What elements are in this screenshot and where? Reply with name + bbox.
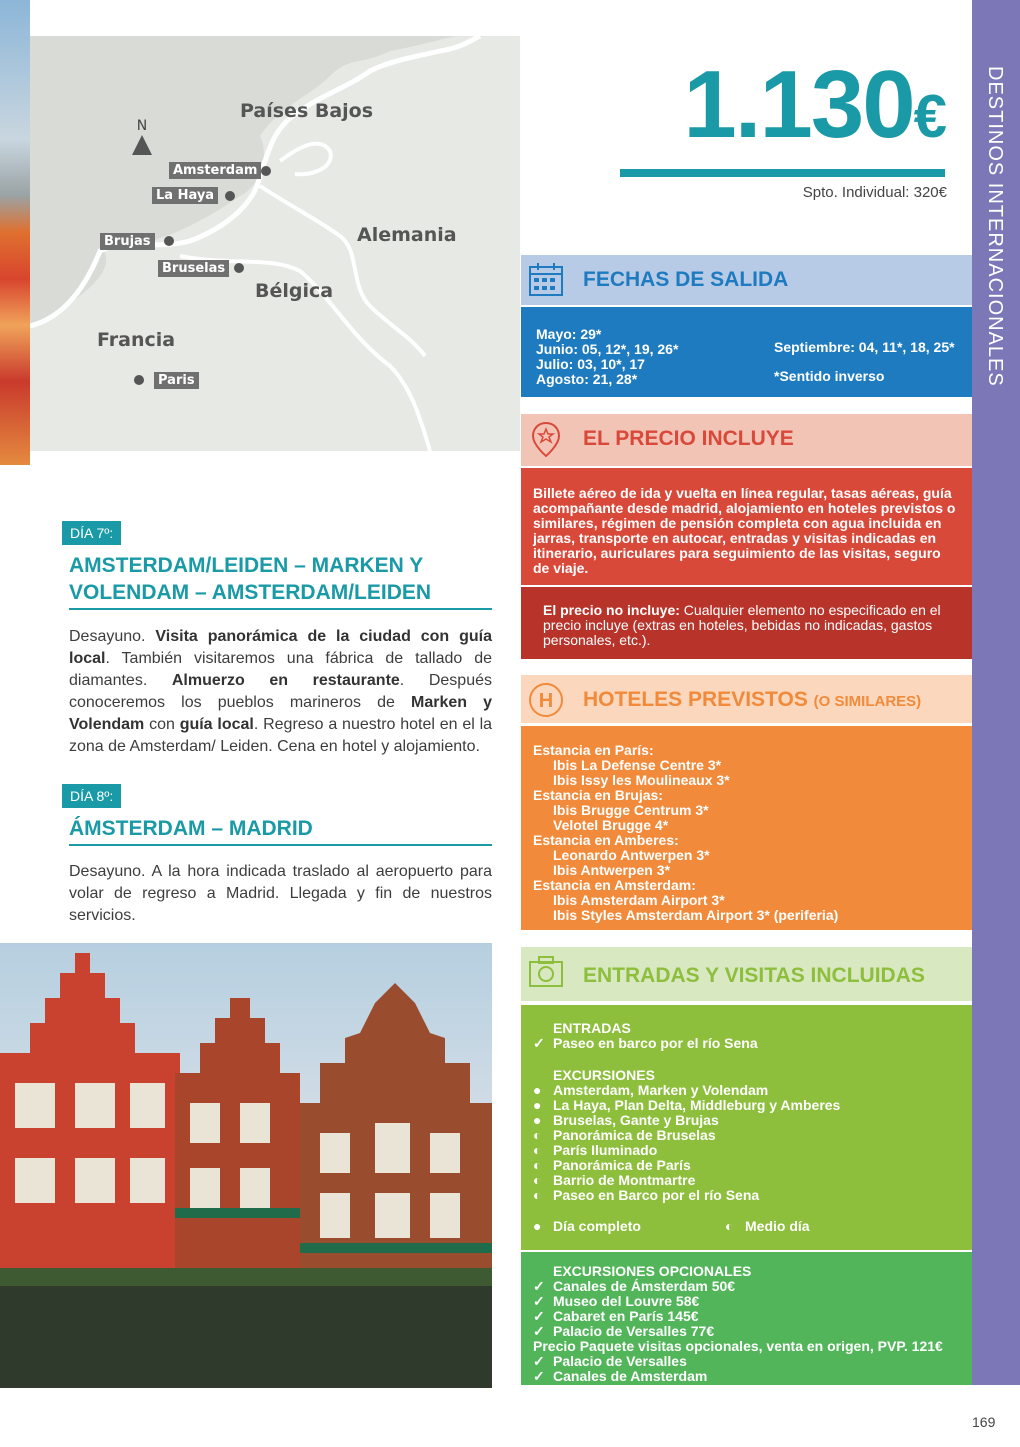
check-icon: ✓	[533, 1353, 545, 1369]
location-star-icon	[527, 420, 565, 458]
label-paises-bajos: Países Bajos	[240, 100, 374, 122]
price	[620, 51, 947, 167]
fechas-right	[774, 333, 955, 391]
no-incluye-label: El precio no incluye:	[543, 602, 680, 618]
excursion-item: ◐ Barrio de Montmartre	[533, 1172, 696, 1188]
camera-icon	[527, 953, 565, 991]
stay-brujas: Estancia en Brujas:	[533, 787, 663, 803]
city-paris: Paris	[154, 372, 199, 389]
fecha-septiembre: Septiembre: 04, 11*, 18, 25*	[774, 339, 955, 355]
hotel-item: Ibis Antwerpen 3*	[553, 862, 670, 878]
full-day-icon: ●	[533, 1218, 542, 1234]
fechas-title: FECHAS DE SALIDA	[583, 268, 789, 291]
tulip-photo-edge	[0, 0, 30, 465]
legend-half: ◐ Medio día	[725, 1218, 810, 1234]
city-dot-brujas	[164, 236, 174, 246]
fecha-mayo: Mayo: 29*	[536, 326, 602, 342]
hotel-item: Ibis Issy les Moulineaux 3*	[553, 772, 730, 788]
fecha-julio: Julio: 03, 10*, 17	[536, 356, 645, 372]
svg-text:H: H	[538, 690, 554, 712]
hoteles-title-sub: (O SIMILARES)	[813, 693, 922, 710]
half-day-icon: ◐	[533, 1127, 542, 1143]
opcional-item: ✓ Cabaret en París 145€	[533, 1308, 699, 1324]
incluye-header	[521, 414, 972, 466]
check-icon: ✓	[533, 1323, 545, 1339]
route-map	[30, 36, 520, 451]
day8-title: ÁMSTERDAM – MADRID	[69, 815, 492, 846]
full-day-icon: ●	[533, 1112, 542, 1128]
half-day-icon: ◐	[533, 1172, 542, 1188]
day7-tag: DÍA 7º:	[62, 521, 121, 545]
stay-amsterdam: Estancia en Amsterdam:	[533, 877, 696, 893]
sidebar-label-wrap	[972, 0, 1020, 1385]
incluye-title: EL PRECIO INCLUYE	[583, 427, 794, 450]
half-day-icon: ◐	[533, 1157, 542, 1173]
fechas-header	[521, 255, 972, 305]
package-item: ✓ Canales de Amsterdam	[533, 1368, 708, 1384]
half-day-icon: ◐	[533, 1187, 542, 1203]
excursion-item: ● La Haya, Plan Delta, Middleburg y Amberes	[533, 1097, 841, 1113]
stay-paris: Estancia en París:	[533, 742, 654, 758]
entrada-item: ✓ Paseo en barco por el río Sena	[533, 1035, 758, 1051]
entradas-header	[521, 947, 972, 1001]
hotel-item: Leonardo Antwerpen 3*	[553, 847, 710, 863]
city-amsterdam: Amsterdam	[169, 162, 261, 179]
check-icon: ✓	[533, 1308, 545, 1324]
fechas-box	[521, 307, 972, 397]
legend	[533, 1219, 960, 1234]
check-icon: ✓	[533, 1035, 545, 1051]
hotel-item: Velotel Brugge 4*	[553, 817, 669, 833]
hotel-item: Ibis La Defense Centre 3*	[553, 757, 722, 773]
label-francia: Francia	[97, 329, 176, 351]
hotel-item: Ibis Amsterdam Airport 3*	[553, 892, 725, 908]
city-dot-la-haya	[225, 191, 235, 201]
opcional-item: ✓ Canales de Ámsterdam 50€	[533, 1278, 736, 1294]
opcionales-box	[521, 1252, 972, 1385]
excursion-item: ◐ París Iluminado	[533, 1142, 658, 1158]
price-amount: 1.130	[683, 51, 914, 158]
city-dot-amsterdam	[261, 166, 271, 176]
check-icon: ✓	[533, 1368, 545, 1384]
city-bruselas: Bruselas	[158, 260, 229, 277]
day8-tag: DÍA 8º:	[62, 784, 121, 808]
single-supplement: Spto. Individual: 320€	[802, 184, 947, 201]
north-letter: N	[136, 118, 148, 134]
opcionales-label: EXCURSIONES OPCIONALES	[553, 1263, 752, 1279]
sidebar-label: DESTINOS INTERNACIONALES	[984, 66, 1006, 387]
legend-full: ● Día completo	[533, 1218, 641, 1234]
entradas-title: ENTRADAS Y VISITAS INCLUIDAS	[583, 964, 925, 987]
hotel-item: Ibis Brugge Centrum 3*	[553, 802, 709, 818]
incluye-box	[521, 468, 972, 585]
package-item: ✓ Palacio de Versalles	[533, 1353, 687, 1369]
price-underline	[620, 169, 945, 177]
fecha-junio: Junio: 05, 12*, 19, 26*	[536, 341, 679, 357]
excursion-item: ● Bruselas, Gante y Brujas	[533, 1112, 719, 1128]
fechas-left	[536, 327, 678, 387]
check-icon: ✓	[533, 1278, 545, 1294]
full-day-icon: ●	[533, 1082, 542, 1098]
excursion-item: ◐ Panorámica de París	[533, 1157, 691, 1173]
opcional-item: ✓ Museo del Louvre 58€	[533, 1293, 700, 1309]
hoteles-title-main: HOTELES PREVISTOS	[583, 688, 808, 711]
excursion-item: ◐ Paseo en Barco por el río Sena	[533, 1187, 760, 1203]
no-incluye-box	[521, 587, 972, 659]
city-la-haya: La Haya	[152, 187, 218, 204]
excursion-item: ◐ Panorámica de Bruselas	[533, 1127, 716, 1143]
north-arrow-icon	[132, 135, 152, 155]
package-price: Precio Paquete visitas opcionales, venta en origen, PVP. 121€	[533, 1338, 943, 1354]
opcional-item: ✓ Palacio de Versalles 77€	[533, 1323, 715, 1339]
day7-text: Desayuno. Visita panorámica de la ciudad con guía local. También visitaremos una fábrica de tallado de diamantes. Almuerzo en restaurante. Después conoceremos los pueblos marineros de Marken y Volendam con guía local. Regreso a nuestro hotel en el la zona de Amsterdam/ Leiden. Cena en hotel y alojamiento.	[69, 628, 493, 755]
page-number: 169	[972, 1414, 996, 1430]
entradas-box	[521, 1005, 972, 1250]
hotel-icon	[527, 681, 565, 719]
excursion-item: ● Amsterdam, Marken y Volendam	[533, 1082, 769, 1098]
label-belgica: Bélgica	[255, 280, 334, 302]
entradas-label: ENTRADAS	[553, 1020, 631, 1036]
bruges-houses-photo	[0, 943, 492, 1388]
hotel-item: Ibis Styles Amsterdam Airport 3* (periferia)	[553, 907, 839, 923]
hoteles-box	[521, 726, 972, 930]
label-alemania: Alemania	[357, 224, 457, 246]
excursiones-label: EXCURSIONES	[553, 1067, 655, 1083]
day8-text: Desayuno. A la hora indicada traslado al aeropuerto para volar de regreso a Madrid. Llegada y fin de nuestros servicios.	[69, 863, 492, 924]
price-currency: €	[913, 83, 947, 150]
fecha-sentido-inverso: *Sentido inverso	[774, 368, 885, 384]
incluye-text: Billete aéreo de ida y vuelta en línea regular, tasas aéreas, guía acompañante desde madrid, alojamiento en hoteles previstos o similares, régimen de pensión completa con agua incluida en jarras, transporte en autocar, entradas y visitas indicadas en itinerario, auriculares para seguimiento de las visitas, seguro de viaje.	[533, 485, 956, 576]
half-day-icon: ◐	[725, 1218, 734, 1234]
no-incluye-text: Cualquier elemento no especificado en el precio incluye (extras en hoteles, bebidas no indicadas, gastos personales, etc.).	[543, 602, 941, 648]
full-day-icon: ●	[533, 1097, 542, 1113]
calendar-icon	[527, 261, 565, 299]
fecha-agosto: Agosto: 21, 28*	[536, 371, 638, 387]
north-indicator	[130, 118, 154, 155]
hoteles-header	[521, 675, 972, 723]
city-dot-paris	[134, 375, 144, 385]
city-brujas: Brujas	[100, 233, 155, 250]
half-day-icon: ◐	[533, 1142, 542, 1158]
city-dot-bruselas	[234, 263, 244, 273]
day7-title: AMSTERDAM/LEIDEN – MARKEN Y VOLENDAM – AMSTERDAM/LEIDEN	[69, 552, 492, 610]
check-icon: ✓	[533, 1293, 545, 1309]
hoteles-title	[583, 688, 921, 712]
stay-amberes: Estancia en Amberes:	[533, 832, 679, 848]
